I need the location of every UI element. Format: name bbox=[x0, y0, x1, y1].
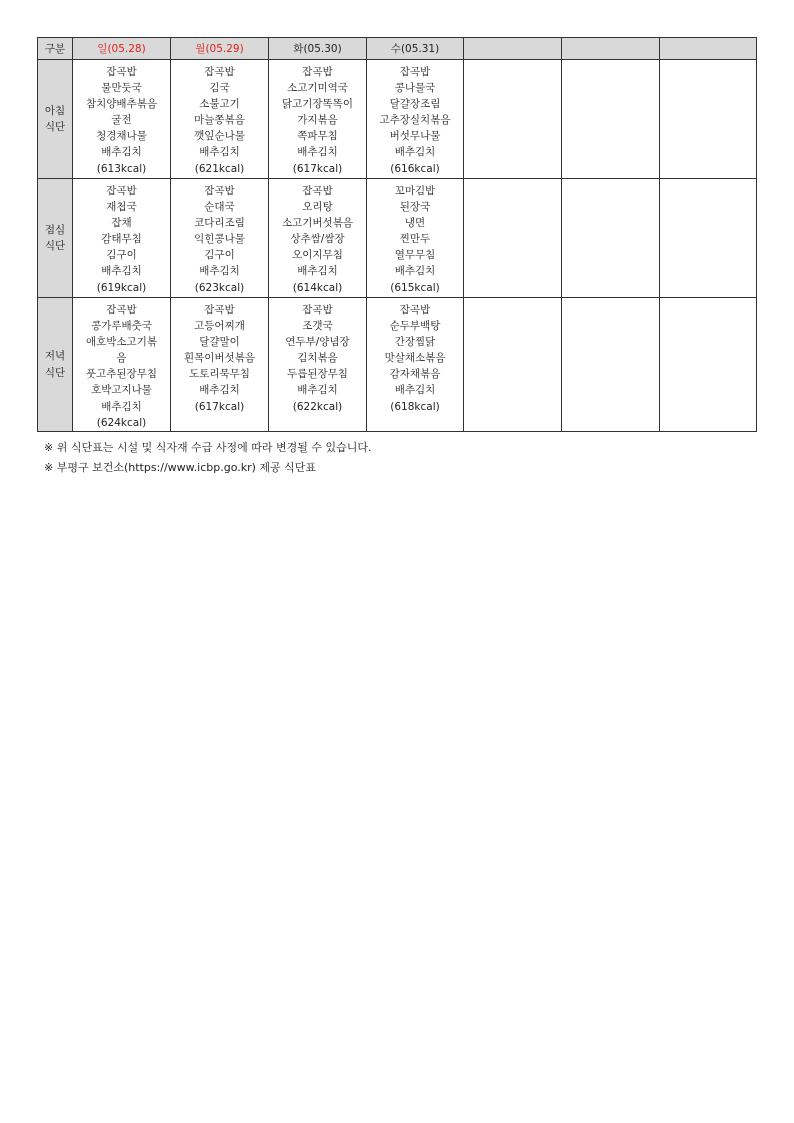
menu-item: 코다리조림 bbox=[194, 217, 245, 230]
menu-item: 배추김치 bbox=[101, 146, 142, 159]
menu-item: 배추김치 bbox=[101, 400, 142, 413]
day-header-sun: 일(05.28) bbox=[73, 38, 171, 60]
menu-cell bbox=[562, 298, 660, 432]
menu-cell bbox=[660, 179, 757, 298]
note-change-notice: ※ 위 식단표는 시설 및 식자재 수급 사정에 따라 변경될 수 있습니다. bbox=[44, 441, 372, 454]
menu-item: 순두부백탕 bbox=[389, 320, 441, 333]
menu-item: 조갯국 bbox=[302, 320, 333, 333]
menu-item: 배추김치 bbox=[297, 265, 338, 278]
menu-item: (618kcal) bbox=[390, 400, 440, 413]
note-source: ※ 부평구 보건소(https://www.icbp.go.kr) 제공 식단표 bbox=[44, 461, 317, 474]
menu-item: 맛살채소볶음 bbox=[384, 352, 446, 365]
menu-item: 된장국 bbox=[399, 201, 431, 214]
menu-cell bbox=[464, 179, 562, 298]
menu-item: (624kcal) bbox=[96, 416, 147, 429]
menu-item: 달걀말이 bbox=[199, 336, 240, 349]
menu-cell bbox=[464, 298, 562, 432]
menu-item: 연두부/양념장 bbox=[285, 336, 350, 349]
menu-item: 콩가루배춧국 bbox=[91, 320, 152, 333]
menu-item: 버섯무나물 bbox=[389, 130, 441, 143]
menu-item: 흰목이버섯볶음 bbox=[183, 352, 255, 365]
menu-cell bbox=[660, 60, 757, 179]
meal-plan-table bbox=[37, 37, 757, 432]
menu-item: 배추김치 bbox=[297, 384, 338, 397]
menu-item: 잡곡밥 bbox=[106, 304, 137, 316]
menu-item: 잡곡밥 bbox=[399, 304, 431, 316]
menu-item: (613kcal) bbox=[96, 162, 147, 175]
menu-item: 배추김치 bbox=[199, 146, 240, 159]
menu-item: 청경채나물 bbox=[96, 130, 147, 143]
menu-item: 잡곡밥 bbox=[302, 304, 333, 316]
day-header-tue: 화(05.30) bbox=[269, 38, 367, 60]
meal-label-line: 아침 bbox=[44, 104, 66, 117]
meal-label-line: 식단 bbox=[44, 240, 66, 252]
menu-item: (623kcal) bbox=[194, 281, 245, 294]
menu-item: 고추장실치볶음 bbox=[379, 114, 451, 127]
menu-item: 잡곡밥 bbox=[302, 66, 333, 78]
menu-item: 열무무침 bbox=[394, 249, 436, 262]
menu-item: 김치볶음 bbox=[297, 352, 338, 365]
menu-item: 달걀장조림 bbox=[389, 98, 441, 111]
menu-item: (614kcal) bbox=[292, 281, 343, 294]
menu-item: 상추쌈/쌈장 bbox=[290, 233, 345, 246]
dinner-row bbox=[38, 298, 757, 432]
menu-item: 콩나물국 bbox=[394, 82, 436, 95]
menu-item: 잡곡밥 bbox=[204, 66, 235, 78]
menu-item: 잡곡밥 bbox=[302, 185, 333, 197]
meal-label-line: 점심 bbox=[44, 223, 66, 236]
menu-item: (616kcal) bbox=[390, 162, 440, 175]
day-header-empty-1 bbox=[464, 38, 562, 60]
menu-cell bbox=[367, 179, 464, 298]
day-header-wed: 수(05.31) bbox=[367, 38, 464, 60]
meal-label-line: 저녁 bbox=[44, 350, 66, 363]
menu-cell bbox=[464, 60, 562, 179]
menu-item: (621kcal) bbox=[194, 162, 245, 175]
menu-item: 잡곡밥 bbox=[106, 66, 137, 78]
breakfast-row bbox=[38, 60, 757, 179]
menu-cell bbox=[660, 298, 757, 432]
category-header: 구분 bbox=[38, 38, 73, 60]
menu-item: 감태무침 bbox=[101, 233, 142, 246]
menu-item: 꼬마김밥 bbox=[394, 185, 436, 197]
menu-item: 가지볶음 bbox=[297, 114, 338, 127]
menu-cell bbox=[171, 298, 269, 432]
meal-label-line: 식단 bbox=[44, 366, 66, 379]
notes bbox=[44, 438, 371, 478]
menu-item: 소고기버섯볶음 bbox=[281, 217, 353, 230]
day-header-empty-3 bbox=[660, 38, 757, 60]
menu-item: 잡곡밥 bbox=[204, 185, 235, 197]
menu-cell bbox=[171, 179, 269, 298]
menu-item: 배추김치 bbox=[394, 384, 436, 397]
menu-cell bbox=[73, 60, 171, 179]
menu-item: 배추김치 bbox=[297, 146, 338, 159]
menu-cell bbox=[269, 179, 367, 298]
menu-item: 배추김치 bbox=[199, 384, 240, 397]
menu-item: (617kcal) bbox=[194, 400, 245, 413]
menu-cell bbox=[562, 179, 660, 298]
menu-item: 간장찜닭 bbox=[394, 336, 436, 349]
menu-item: 김국 bbox=[209, 82, 230, 95]
menu-item: 풋고추된장무침 bbox=[85, 368, 157, 381]
menu-item: 배추김치 bbox=[394, 265, 436, 278]
menu-item: 참치양배추볶음 bbox=[85, 98, 157, 111]
menu-item: 배추김치 bbox=[394, 146, 436, 159]
menu-item: 냉면 bbox=[404, 217, 426, 230]
menu-item: 물만둣국 bbox=[101, 82, 142, 95]
menu-item: (619kcal) bbox=[96, 281, 147, 294]
menu-item: 찐만두 bbox=[399, 233, 431, 246]
menu-item: 소불고기 bbox=[199, 98, 240, 111]
menu-item: 익힌콩나물 bbox=[194, 233, 245, 246]
menu-item: 음 bbox=[116, 352, 127, 365]
menu-item: 재첩국 bbox=[106, 201, 137, 214]
menu-item: 김구이 bbox=[106, 249, 137, 262]
menu-item: 잡채 bbox=[111, 217, 132, 230]
menu-item: 잡곡밥 bbox=[399, 66, 431, 78]
menu-item: 잡곡밥 bbox=[106, 185, 137, 197]
menu-cell bbox=[367, 60, 464, 179]
menu-item: 잡곡밥 bbox=[204, 304, 235, 316]
menu-item: (615kcal) bbox=[390, 281, 440, 294]
menu-cell bbox=[562, 60, 660, 179]
menu-item: 마늘쫑볶음 bbox=[194, 114, 245, 127]
day-header-mon: 월(05.29) bbox=[171, 38, 269, 60]
day-header-empty-2 bbox=[562, 38, 660, 60]
menu-cell bbox=[171, 60, 269, 179]
menu-item: 애호박소고기볶 bbox=[85, 336, 157, 349]
menu-item: 감자채볶음 bbox=[389, 368, 441, 381]
menu-item: 쪽파무침 bbox=[297, 130, 338, 143]
menu-item: 고등어찌개 bbox=[194, 320, 245, 333]
menu-cell bbox=[73, 179, 171, 298]
meal-label-line: 식단 bbox=[44, 121, 66, 133]
dinner-label bbox=[38, 298, 73, 432]
meal-body bbox=[38, 60, 757, 432]
breakfast-label bbox=[38, 60, 73, 179]
menu-item: 배추김치 bbox=[199, 265, 240, 278]
menu-cell bbox=[73, 298, 171, 432]
header-row bbox=[38, 38, 757, 60]
menu-item: 굴전 bbox=[111, 114, 132, 127]
lunch-label bbox=[38, 179, 73, 298]
menu-item: 도토리묵무침 bbox=[189, 368, 250, 381]
menu-item: 닭고기장똑똑이 bbox=[281, 98, 353, 111]
menu-item: 소고기미역국 bbox=[287, 82, 348, 95]
lunch-row bbox=[38, 179, 757, 298]
menu-item: 두릅된장무침 bbox=[287, 368, 348, 381]
menu-item: (617kcal) bbox=[292, 162, 343, 175]
menu-item: 순대국 bbox=[204, 201, 235, 214]
menu-cell bbox=[367, 298, 464, 432]
menu-item: 호박고지나물 bbox=[91, 384, 152, 397]
menu-item: 깻잎순나물 bbox=[194, 130, 245, 143]
menu-item: 오이지무침 bbox=[292, 249, 343, 262]
menu-item: 오리탕 bbox=[302, 201, 333, 214]
menu-cell bbox=[269, 60, 367, 179]
menu-item: 김구이 bbox=[204, 249, 235, 262]
menu-item: (622kcal) bbox=[292, 400, 343, 413]
menu-cell bbox=[269, 298, 367, 432]
menu-item: 배추김치 bbox=[101, 265, 142, 278]
